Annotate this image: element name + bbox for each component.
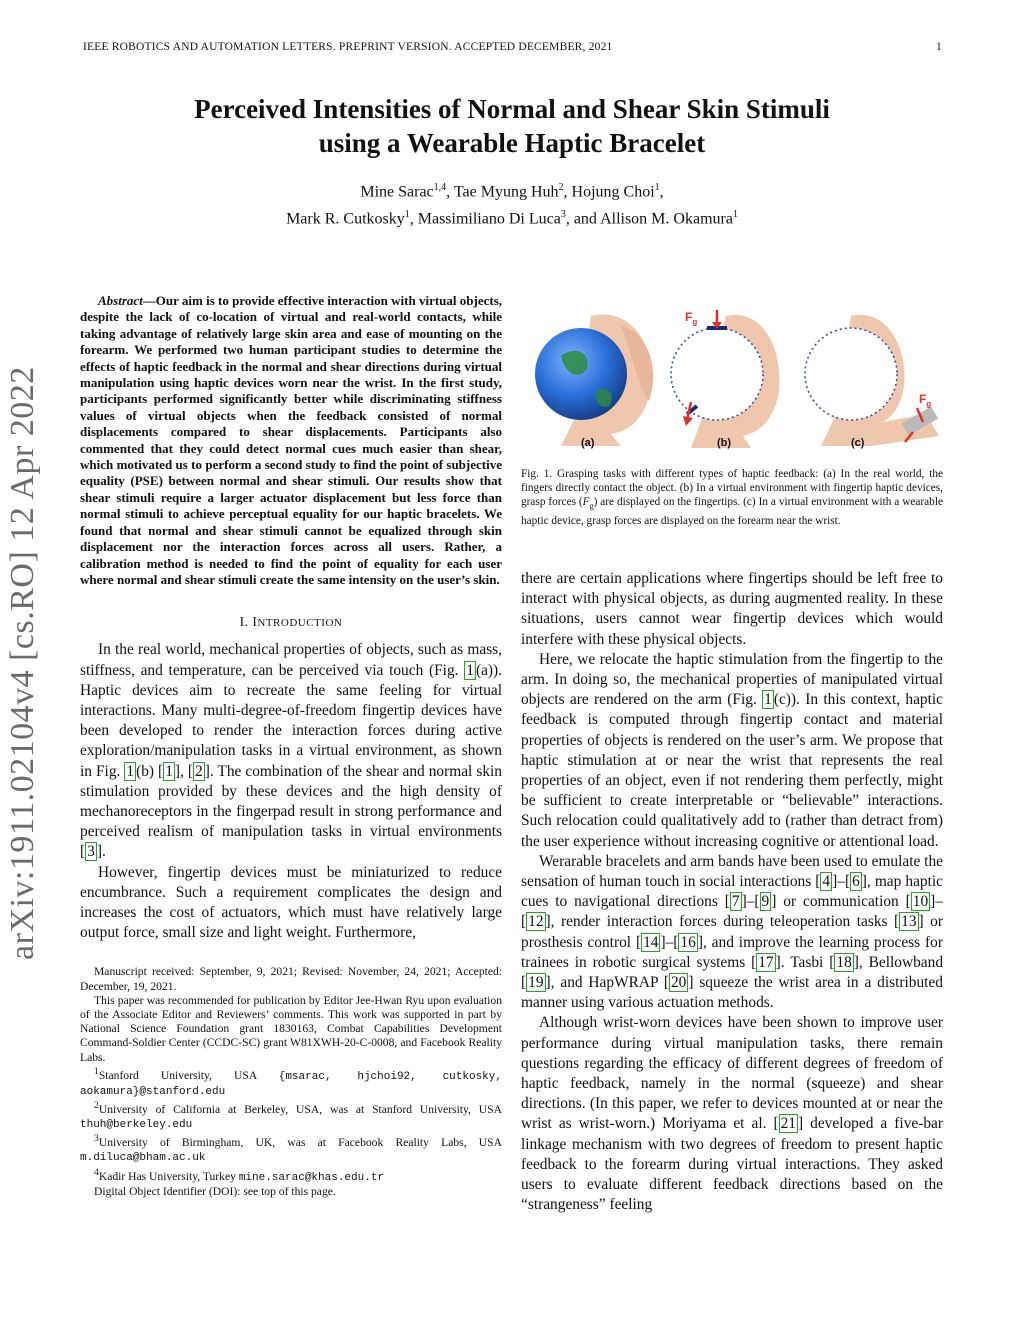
footnotes — [80, 965, 502, 1198]
force-label-b: $F_g$ — [685, 310, 698, 327]
author-name: Hojung Choi — [571, 183, 655, 201]
citation-link[interactable]: 14 — [643, 933, 659, 951]
email-link[interactable]: mine.sarac@khas.edu.tr — [238, 1171, 385, 1184]
author-name: Massimiliano Di Luca — [417, 210, 561, 228]
citation-link[interactable]: 18 — [836, 953, 852, 971]
email-link[interactable]: thuh@berkeley.edu — [80, 1119, 193, 1132]
figure-1 — [521, 296, 941, 456]
footnote-affiliation-3: $^3$University of Birmingham, UK, was at Facebook Reality Labs, USA m.diluca@bham.ac.uk — [80, 1133, 502, 1165]
left-column — [80, 293, 502, 1199]
author-name: Allison M. Okamura — [600, 210, 733, 228]
section-title-rest: NTRODUCTION — [257, 617, 343, 630]
title-line-2: using a Wearable Haptic Bracelet — [318, 128, 706, 158]
title-line-1: Perceived Intensities of Normal and Shear Skin Stimuli — [194, 94, 830, 124]
panel-c-graphic — [805, 315, 939, 446]
right-paragraph-1: there are certain applications where fingertips should be left free to interact with physical objects, as during augmented reality. In these situations, users cannot wear fingertip devices which would interfere with these physical objects. — [521, 570, 943, 648]
paper-title — [80, 92, 944, 160]
footnote-doi: Digital Object Identifier (DOI): see top of this page. — [94, 1184, 336, 1198]
figure-caption: Fig. 1. Grasping tasks with different types of haptic feedback: (a) In the real world, the fingers directly contact the object. (b) In a virtual environment with fingertip haptic devices, grasp forces $(F_g)$ are displayed on the fingertips. (c) In a virtual environment with a wearable haptic device, grasp forces are displayed on the forearm near the wrist. — [521, 468, 943, 527]
citation-link[interactable]: 4 — [822, 873, 831, 891]
citation-link[interactable]: 1 — [165, 762, 173, 780]
citation-link[interactable]: 7 — [731, 893, 740, 911]
section-numeral: I. — [239, 614, 249, 630]
abstract-text: —Our aim is to provide effective interaction with virtual objects, despite the lack of co-location of virtual and real-world contacts, while taking advantage of relatively large skin area and ease of mounting on the forearm. We performed two human participant studies to determine the effects of haptic feedback in the normal and shear directions during virtual manipulation using haptic devices worn near the wrist. In the first study, participants performed significantly better while discriminating stiffness values of virtual objects when the feedback consisted of normal displacements compared to shear displacements. Participants also commented that they could detect normal cues much easier than shear, which motivated us to perform a second study to find the point of subjective equality (PSE) between normal and shear stimuli. Our results show that shear stimuli require a larger actuator displacement but less force than normal stimuli to achieve perceptual equality for our haptic bracelets. We found that normal and shear stimuli cannot be equalized through skin displacement nor the interaction forces across all users. Rather, a calibration method is needed to find the point of equality for each user where normal and shear stimuli create the same intensity on the user’s skin. — [80, 293, 502, 587]
panel-b-graphic — [671, 310, 779, 448]
author-name: Mark R. Cutkosky — [286, 210, 405, 228]
panel-a-graphic — [535, 314, 653, 446]
author-list: Mine Sarac$^{1,4}$, Tae Myung Huh$^2$, Hojung Choi$^1$, Mark R. Cutkosky$^1$, Massimiliano Di Luca$^3$, and Allison M. Okamura$^1$ — [286, 182, 738, 228]
footnote-affiliation-2: $^2$University of California at Berkeley, USA, was at Stanford University, USA thuh@berkeley.edu — [80, 1100, 502, 1132]
citation-link[interactable]: 13 — [901, 913, 917, 931]
author-affiliation: 3 — [560, 209, 566, 221]
footnote-affiliation-4: $^4$Kadir Has University, Turkey mine.sarac@khas.edu.tr — [94, 1166, 385, 1184]
citation-link[interactable]: 16 — [680, 933, 696, 951]
citation-link[interactable]: 21 — [780, 1115, 796, 1133]
running-head: IEEE ROBOTICS AND AUTOMATION LETTERS. PREPRINT VERSION. ACCEPTED DECEMBER, 2021 — [83, 41, 613, 53]
right-column — [521, 569, 943, 1216]
author-affiliation: 2 — [558, 182, 564, 193]
right-paragraph-4: Although wrist-worn devices have been shown to improve user performance during virtual manipulation tasks, there remain questions regarding the efficacy of different degrees of freedom of haptic feedback, namely in the normal (squeeze) and shear directions. (In this paper, we refer to devices mounted at or near the wrist as wrist-worn.) Moriyama et al. [ 21 ] developed a five-bar linkage mechanism with two degrees of freedom to present haptic feedback to the forearm during virtual interactions. They asked users to evaluate different feedback directions based on the “strangeness” feeling — [521, 1014, 944, 1214]
citation-link[interactable]: 2 — [195, 762, 203, 780]
right-paragraph-3: Werarable bracelets and arm bands have been used to emulate the sensation of human touch in social interactions [ 4 ]–[ 6 ], map haptic cues to navigational directions [ 7 ]–[ 9 ] or communication [ 10 ]–[ 12 ], render interaction forces during teleoperation tasks [ 13 ] or prosthesis control [ 14 ]–[ 16 ], and improve the learning process for trainees in robotic surgical systems [ 17 ]. Tasbi [ 18 ], Bellowband [ 19 ], and HapWRAP [ 20 ] squeeze the wrist area in a distributed manner using various actuation methods. — [521, 852, 944, 1012]
figure-ref-link[interactable]: 1 — [764, 691, 772, 709]
citation-link[interactable]: 19 — [528, 974, 544, 992]
abstract-lead: Abstract — [98, 293, 143, 308]
citation-link[interactable]: 9 — [761, 893, 770, 911]
panel-label-a: (a) — [581, 437, 595, 449]
footnote-affiliation-1: $^1$Stanford University, USA {msarac, hjchoi92, cutkosky, aokamura}@stanford.edu — [80, 1065, 502, 1098]
figure-ref-link[interactable]: 1 — [466, 661, 474, 679]
citation-link[interactable]: 12 — [528, 913, 544, 931]
citation-link[interactable]: 10 — [912, 893, 929, 911]
email-link[interactable]: m.diluca@bham.ac.uk — [80, 1152, 206, 1165]
email-link[interactable]: {msarac, hjchoi92, cutkosky, aokamura}@stanford.edu — [80, 1070, 502, 1098]
footnote-recommended: This paper was recommended for publication by Editor Jee-Hwan Ryu upon evaluation of the Associate Editor and Reviewers’ comments. This work was supported in part by National Science Foundation grant 1830163, Combat Capabilities Development Command-Soldier Center (CCDC-SC) grant W81XWH-20-C-0008, and Facebook Reality Labs. — [80, 993, 502, 1064]
author-affiliation: 1 — [732, 209, 738, 221]
footnote-received: Manuscript received: September, 9, 2021; Revised: November, 24, 2021; Accepted: December, 19, 2021. — [80, 965, 502, 993]
citation-link[interactable]: 20 — [670, 974, 687, 992]
figure-1-illustration — [521, 296, 941, 456]
intro-paragraph-1: In the real world, mechanical properties of objects, such as mass, stiffness, and temperature, can be perceived via touch (Fig. 1 (a)). Haptic devices aim to recreate the same feeling for virtual interactions. Many multi-degree-of-freedom fingertip devices have been developed to render the interaction forces during active exploration/manipulation tasks in a virtual environment, as shown in Fig. 1 (b) [ 1 ], [ 2 ]. The combination of the shear and normal skin stimulation provided by these devices and the high density of mechanoreceptors in the fingerpad result in strong performance and perceived realism of manipulation tasks in virtual environments [ 3 ]. — [80, 641, 502, 861]
citation-link[interactable]: 17 — [758, 953, 774, 971]
authors-and: and — [573, 210, 597, 228]
author-name: Tae Myung Huh — [453, 183, 559, 201]
author-affiliation: 1,4 — [433, 182, 447, 193]
arxiv-stamp: arXiv:1911.02104v4 [cs.RO] 12 Apr 2022 — [4, 366, 41, 960]
section-heading-introduction — [80, 614, 502, 630]
force-label-c: $F_g$ — [919, 392, 932, 409]
author-affiliation: 1 — [404, 209, 410, 221]
intro-paragraph-2: However, fingertip devices must be miniaturized to reduce encumbrance. Such a requirement complicates the design and increases the cost of actuators, which must have relatively large output force, small size and light weight. Furthermore, — [80, 863, 502, 942]
panel-label-b: (b) — [717, 437, 732, 449]
citation-link[interactable]: 3 — [87, 843, 95, 861]
citation-link[interactable]: 6 — [852, 873, 860, 891]
page-number: 1 — [936, 41, 942, 53]
right-paragraph-2: Here, we relocate the haptic stimulation from the fingertip to the arm. In doing so, the mechanical properties of manipulated virtual objects are rendered on the arm (Fig. 1 (c)). In this context, haptic feedback is computed through fingertip contact and material properties of objects is rendered on the user’s arm. We propose that haptic stimulation at or near the wrist that represents the real properties of an object, even if not rendering them perfectly, might be sufficient to create interpretable or “believable” interactions. Such relocation could qualitatively add to (rather than detract from) the user experience without increasing cognitive or attentional load. — [521, 650, 943, 850]
figure-ref-link[interactable]: 1 — [126, 762, 135, 780]
abstract — [80, 293, 502, 588]
author-name: Mine Sarac — [360, 183, 434, 201]
panel-label-c: (c) — [851, 437, 865, 449]
section-title-initial: I — [252, 614, 258, 630]
author-affiliation: 1 — [654, 182, 660, 193]
